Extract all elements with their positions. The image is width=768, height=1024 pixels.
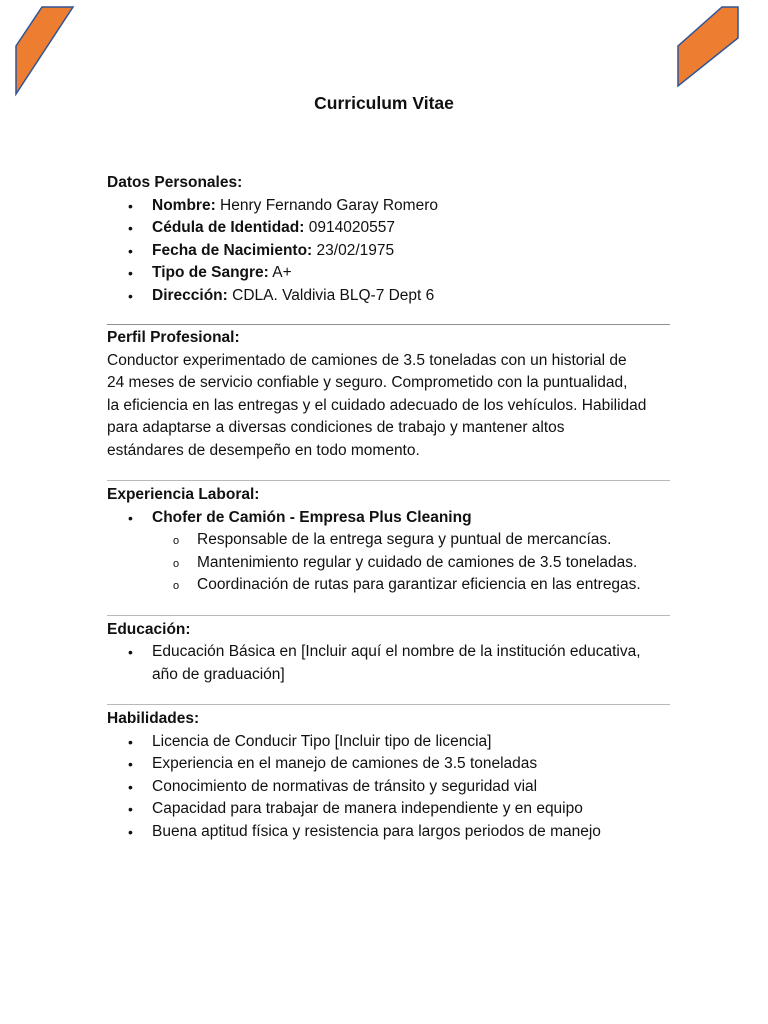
profile-section [107,327,667,462]
divider [107,480,670,481]
field-label: Nombre: [152,196,216,214]
field-label: Fecha de Nacimiento: [152,241,313,259]
corner-decoration-left [14,6,76,98]
field-label: Dirección: [152,286,228,304]
personal-item-birthdate [107,240,667,263]
personal-list [107,195,667,308]
personal-item-address [107,285,667,308]
experience-list [107,507,667,530]
field-value: CDLA. Valdivia BLQ-7 Dept 6 [227,286,435,304]
field-value: 0914020557 [304,219,395,236]
section-heading-education: Educación: [107,620,191,638]
field-value: 23/02/1975 [312,241,395,259]
section-heading-skills: Habilidades: [107,710,200,727]
personal-item-id [107,217,667,240]
job-duty: o Coordinación de rutas para garantizar eficiencia en las entregas. [107,574,667,597]
field-label: Cédula de Identidad: [152,219,305,236]
divider [107,324,670,325]
divider [107,615,670,616]
job-duty: o Mantenimiento regular y cuidado de camiones de 3.5 toneladas. [107,552,667,575]
field-value: A+ [268,264,292,281]
skill-item: • Capacidad para trabajar de manera independiente y en equipo [107,798,667,821]
job-duty: o Responsable de la entrega segura y puntual de mercancías. [107,529,667,552]
profile-line: para adaptarse a diversas condiciones de trabajo y mantener altos [107,419,565,436]
skill-item: • Experiencia en el manejo de camiones de 3.5 toneladas [107,753,667,776]
personal-item-name [107,195,667,218]
skills-list [107,731,667,844]
skill-item: • Conocimiento de normativas de tránsito y seguridad vial [107,776,667,799]
field-value: Henry Fernando Garay Romero [215,196,438,214]
skill-item: • Buena aptitud física y resistencia para largos periodos de manejo [107,821,667,844]
education-line: año de graduación] [152,665,285,683]
profile-line: 24 meses de servicio confiable y seguro. Comprometido con la puntualidad, [107,374,628,391]
section-heading-profile: Perfil Profesional: [107,329,240,346]
experience-section [107,484,667,597]
section-heading-experience: Experiencia Laboral: [107,486,260,503]
personal-section [107,172,667,307]
education-section [107,619,667,687]
corner-decoration-right [676,6,740,88]
profile-line: estándares de desempeño en todo momento. [107,441,420,459]
cv-body [107,172,667,843]
job-title [107,507,667,530]
section-heading-personal: Datos Personales: [107,174,243,191]
profile-line: Conductor experimentado de camiones de 3.5 toneladas con un historial de [107,351,627,369]
personal-item-blood-type [107,262,667,285]
job-duties [107,529,667,597]
education-item [107,641,667,686]
divider [107,704,670,705]
field-label: Tipo de Sangre: [152,264,269,281]
education-line: Educación Básica en [Incluir aquí el nombre de la institución educativa, [152,643,641,660]
education-list [107,641,667,686]
profile-line: la eficiencia en las entregas y el cuidado adecuado de los vehículos. Habilidad [107,396,647,414]
skills-section [107,708,667,843]
skill-item: • Licencia de Conducir Tipo [Incluir tipo de licencia] [107,731,667,754]
document-title: Curriculum Vitae [314,93,454,113]
job-title-text: Chofer de Camión - Empresa Plus Cleaning [152,508,472,526]
